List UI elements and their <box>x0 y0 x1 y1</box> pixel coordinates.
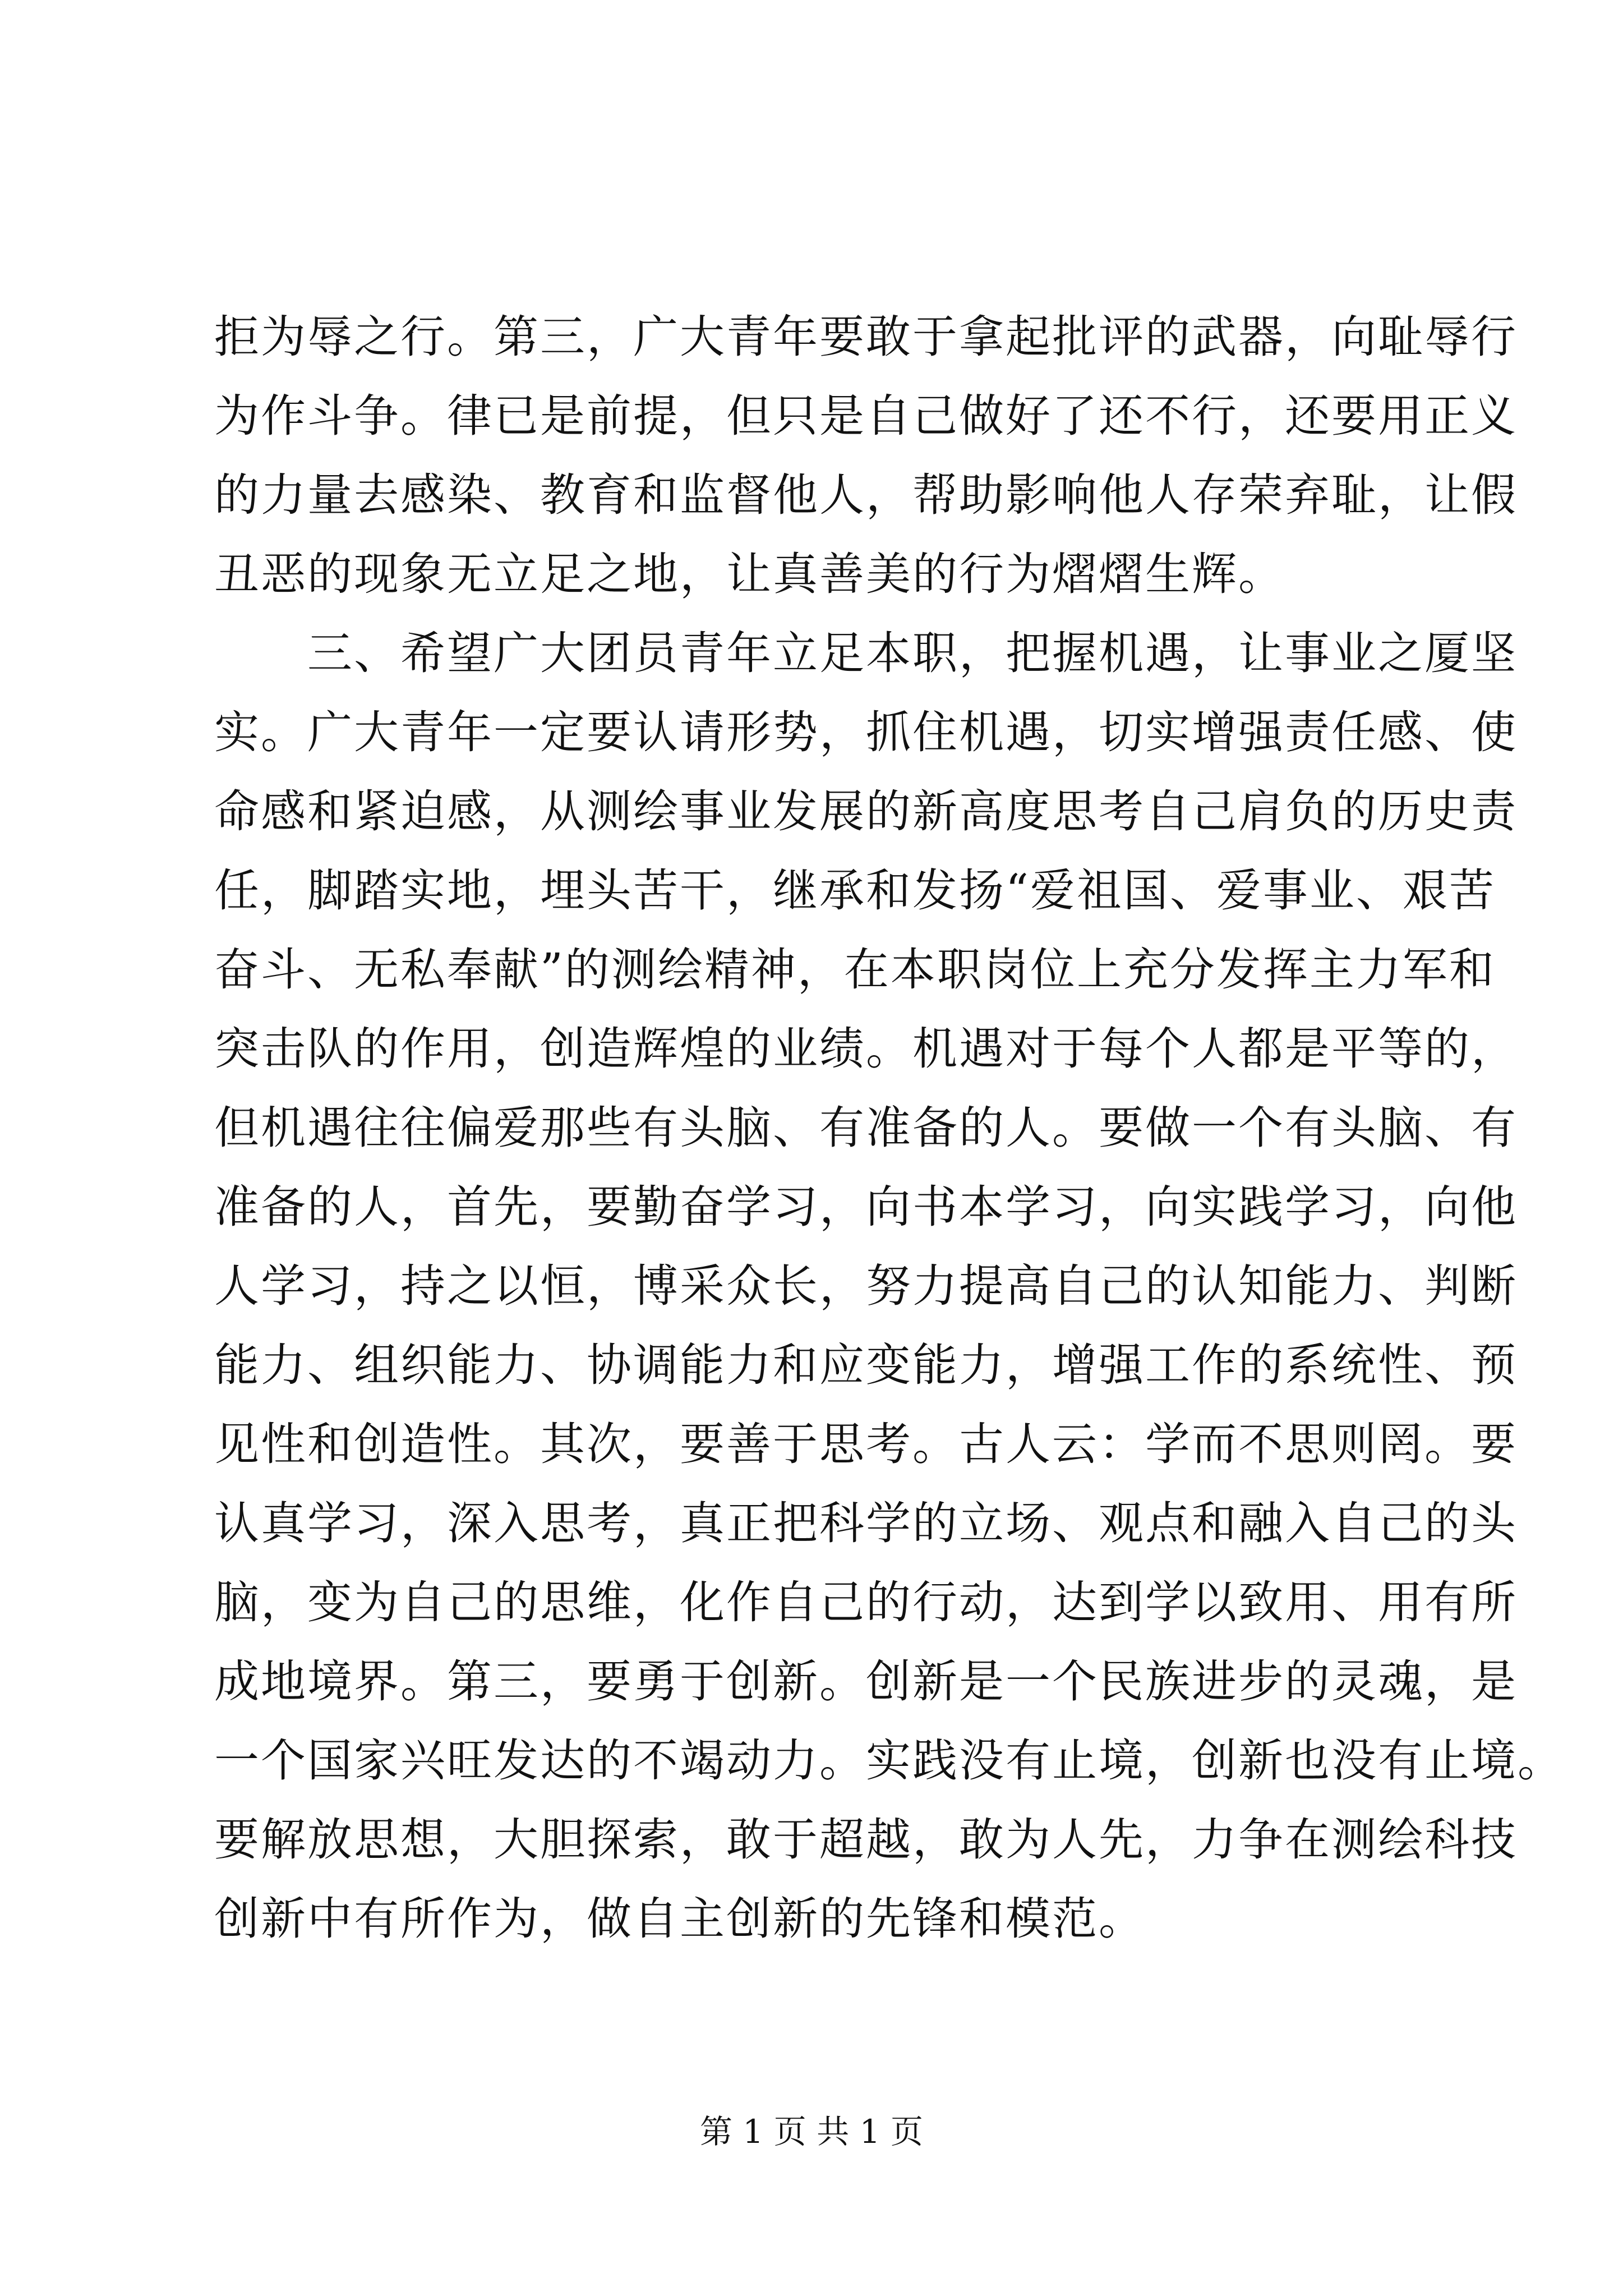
text-line: 三、希望广大团员青年立足本职，把握机遇，让事业之厦坚 <box>214 627 1518 679</box>
text-line: 为作斗争。律已是前提，但只是自己做好了还不行，还要用正义 <box>214 390 1518 442</box>
text-line: 但机遇往往偏爱那些有头脑、有准备的人。要做一个有头脑、有 <box>214 1102 1518 1154</box>
text-line: 人学习，持之以恒，博采众长，努力提高自己的认知能力、判断 <box>214 1260 1518 1312</box>
text-line: 创新中有所作为，做自主创新的先锋和模范。 <box>214 1893 1145 1945</box>
text-line: 的力量去感染、教育和监督他人，帮助影响他人存荣弃耻，让假 <box>214 469 1518 521</box>
document-body <box>214 297 1564 1958</box>
text-line: 突击队的作用，创造辉煌的业绩。机遇对于每个人都是平等的， <box>214 1023 1518 1075</box>
text-line: 命感和紧迫感，从测绘事业发展的新高度思考自己肩负的历史责 <box>214 785 1518 838</box>
text-line: 认真学习，深入思考，真正把科学的立场、观点和融入自己的头 <box>214 1497 1518 1549</box>
text-line: 实。广大青年一定要认请形势，抓住机遇，切实增强责任感、使 <box>214 706 1518 758</box>
text-line: 见性和创造性。其次，要善于思考。古人云：学而不思则罔。要 <box>214 1418 1518 1470</box>
text-line: 奋斗、无私奉献”的测绘精神，在本职岗位上充分发挥主力军和 <box>214 944 1496 996</box>
text-line: 任，脚踏实地，埋头苦干，继承和发扬“爱祖国、爱事业、艰苦 <box>214 864 1496 917</box>
text-line: 丑恶的现象无立足之地，让真善美的行为熠熠生辉。 <box>214 548 1285 600</box>
text-line: 要解放思想，大胆探索，敢于超越，敢为人先，力争在测绘科技 <box>214 1814 1518 1866</box>
text-line: 一个国家兴旺发达的不竭动力。实践没有止境，创新也没有止境。 <box>214 1734 1564 1787</box>
text-line: 准备的人，首先，要勤奋学习，向书本学习，向实践学习，向他 <box>214 1181 1518 1233</box>
text-line: 成地境界。第三，要勇于创新。创新是一个民族进步的灵魂，是 <box>214 1655 1518 1708</box>
text-line: 脑，变为自己的思维，化作自己的行动，达到学以致用、用有所 <box>214 1576 1518 1628</box>
text-line: 能力、组织能力、协调能力和应变能力，增强工作的系统性、预 <box>214 1339 1518 1391</box>
page-number-footer: 第 1 页 共 1 页 <box>700 2113 923 2151</box>
text-line: 拒为辱之行。第三，广大青年要敢于拿起批评的武器，向耻辱行 <box>214 311 1518 363</box>
